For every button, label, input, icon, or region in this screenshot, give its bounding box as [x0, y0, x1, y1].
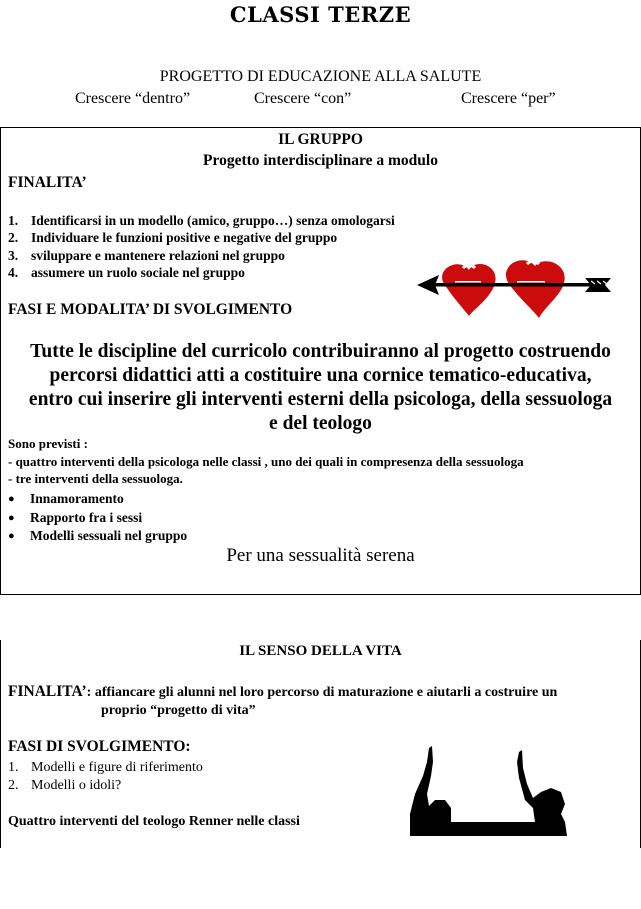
project-subtitle: PROGETTO DI EDUCAZIONE ALLA SALUTE — [159, 68, 482, 85]
list-item: ● Rapporto fra i sessi — [8, 509, 187, 528]
list-item: 4. assumere un ruolo sociale nel gruppo — [8, 264, 245, 280]
senso-finalita-cont: proprio “progetto di vita” — [101, 703, 256, 718]
gruppo-finalita-label: FINALITA’ — [8, 174, 87, 191]
senso-steps — [8, 759, 203, 795]
senso-finalita-label: FINALITA’ — [8, 683, 87, 700]
growth-con: Crescere “con” — [254, 90, 352, 107]
gruppo-closing: Per una sessualità serena — [226, 545, 415, 566]
list-item: 1. Modelli e figure di riferimento — [8, 760, 203, 775]
raised-hands-silhouette-icon — [405, 744, 580, 839]
list-item: 3. sviluppare e mantenere relazioni nel gruppo — [8, 247, 285, 263]
gruppo-fasi-label: FASI E MODALITA’ DI SVOLGIMENTO — [8, 301, 293, 318]
list-item: 1. Identificarsi in un modello (amico, gruppo…) senza omologarsi — [8, 213, 395, 228]
senso-interventi: Quattro interventi del teologo Renner nelle classi — [8, 814, 300, 829]
gruppo-finalita-list — [8, 212, 395, 281]
list-item: ● Innamoramento — [8, 490, 187, 509]
gruppo-main-text: Tutte le discipline del curricolo contribuiranno al progetto costruendo percorsi didattici atti a costituire una cornice tematico-educativa, entro cui inserire gli interventi esterni della psicologa, della sessuologa e del teologo — [28, 341, 613, 434]
gruppo-previsti: Sono previsti : - quattro interventi della psicologa nelle classi , uno dei quali in compresenza della sessuologa - tre interventi della sessuologa. — [8, 436, 524, 486]
list-item: 2. Individuare le funzioni positive e negative del gruppo — [8, 230, 338, 246]
list-item: 2. Modelli o idoli? — [8, 778, 122, 793]
bullet-icon: ● — [8, 511, 15, 524]
bullet-icon: ● — [8, 493, 15, 505]
senso-fasi-label: FASI DI SVOLGIMENTO: — [8, 738, 191, 755]
bullet-icon: ● — [8, 530, 15, 542]
page-title: CLASSI TERZE — [229, 2, 412, 27]
gruppo-title: IL GRUPPO — [278, 131, 363, 148]
gruppo-subtitle: Progetto interdisciplinare a modulo — [203, 152, 438, 169]
growth-per: Crescere “per” — [461, 90, 556, 107]
gruppo-bullets — [8, 490, 187, 546]
growth-dentro: Crescere “dentro” — [75, 90, 191, 107]
list-item: ● Modelli sessuali nel gruppo — [8, 527, 187, 546]
senso-finalita: FINALITA’: affiancare gli alunni nel loro percorso di maturazione e aiutarli a costruire un — [8, 683, 558, 700]
senso-title: IL SENSO DELLA VITA — [239, 643, 402, 659]
hearts-arrow-icon — [415, 248, 615, 320]
